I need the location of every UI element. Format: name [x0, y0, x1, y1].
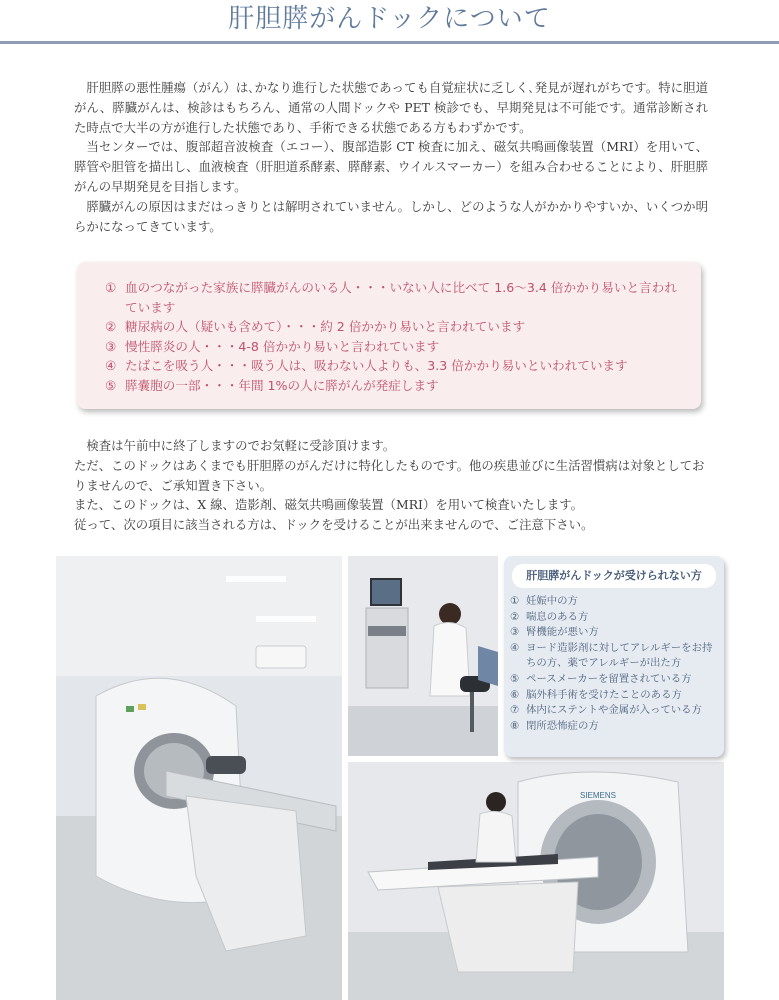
page-title: 肝胆膵がんドックについて [228, 4, 551, 34]
exclusion-text: ヨード造影剤に対してアレルギーをお持ちの方、薬でアレルギーが出た方 [526, 641, 713, 670]
note-line: 検査は午前中に終了しますのでお気軽に受診頂けます。 [86, 438, 396, 453]
note-line: 従って、次の項目に該当される方は、ドックを受けることが出来ませんので、ご注意下さい。 [74, 517, 594, 533]
risk-item [105, 376, 681, 396]
exclusion-number: ⑧ [510, 719, 520, 732]
exclusion-item [510, 594, 722, 610]
risk-number: ⑤ [105, 377, 117, 393]
intro-paragraph: 膵臓がんの原因はまだはっきりとは解明されていません。しかし、どのような人がかかりやすいか、いくつか明らかになってきています。 [74, 198, 708, 234]
risk-item [105, 317, 681, 337]
ultrasound-photo [348, 556, 498, 756]
exclusion-item [510, 625, 722, 641]
exclusion-title: 肝胆膵がんドックが受けられない方 [512, 564, 716, 588]
exclusion-number: ⑦ [510, 704, 520, 717]
risk-text: たばこを吸う人・・・吸う人は、吸わない人よりも、3.3 倍かかり易いといわれています [125, 358, 628, 374]
risk-text: 血のつながった家族に膵臓がんのいる人・・・いない人に比べて 1.6～3.4 倍かかり易いと言われています [125, 280, 677, 315]
exclusion-text: 閉所恐怖症の方 [526, 719, 599, 732]
exclusion-item [510, 610, 722, 626]
intro-text [74, 78, 708, 236]
risk-text: 慢性膵炎の人・・・4-8 倍かかり易いと言われています [125, 338, 440, 354]
title-divider [0, 41, 779, 44]
risk-number: ② [105, 319, 117, 335]
exclusion-number: ③ [510, 626, 520, 639]
exclusion-item [510, 688, 722, 704]
exclusion-text: ペースメーカーを留置されている方 [526, 672, 692, 685]
exclusion-item [510, 719, 722, 735]
mri-photo [348, 762, 724, 1000]
risk-text: 膵嚢胞の一部・・・年間 1%の人に膵がんが発症します [125, 377, 439, 393]
exclusion-criteria-box [504, 556, 724, 757]
exclusion-text: 妊娠中の方 [526, 595, 578, 607]
risk-number: ④ [105, 358, 117, 374]
exclusion-number: ④ [510, 641, 520, 654]
exclusion-number: ⑥ [510, 688, 520, 701]
risk-item [105, 337, 681, 357]
exclusion-text: 体内にステントや金属が入っている方 [526, 704, 702, 717]
exclusion-item [510, 672, 722, 688]
exclusion-text: 腎機能が悪い方 [526, 626, 599, 639]
note-line: また、このドックは、X 線、造影剤、磁気共鳴画像装置（MRI）を用いて検査いたします。 [74, 497, 584, 513]
risk-text: 糖尿病の人（疑いも含めて）・・・約 2 倍かかり易いと言われています [125, 319, 526, 335]
exclusion-item [510, 703, 722, 719]
notes-text [74, 436, 714, 535]
exclusion-item [510, 641, 722, 672]
risk-number: ① [105, 280, 117, 295]
mri-brand-label: SIEMENS [580, 791, 617, 800]
ct-scanner-photo [56, 556, 342, 1000]
risk-item [105, 278, 681, 317]
risk-item [105, 356, 681, 376]
exclusion-text: 脳外科手術を受けたことのある方 [526, 688, 682, 701]
risk-number: ③ [105, 338, 117, 354]
intro-paragraph: 当センターでは、腹部超音波検査（エコー）、腹部造影 CT 検査に加え、磁気共鳴画像装置（MRI）を用いて、膵管や胆管を描出し、血液検査（肝胆道系酵素、膵酵素、ウイルスマーカー）を組み合わせることにより、肝胆膵がんの早期発見を目指します。 [74, 139, 708, 194]
exclusion-number: ② [510, 610, 520, 623]
exclusion-number: ① [510, 595, 520, 607]
risk-factors-box [77, 262, 701, 409]
note-line: ただ、このドックはあくまでも肝胆膵のがんだけに特化したものです。他の疾患並びに生活習慣病は対象としておりませんので、ご承知置き下さい。 [74, 457, 705, 493]
exclusion-number: ⑤ [510, 672, 520, 685]
intro-paragraph: 肝胆膵の悪性腫瘍（がん）は､かなり進行した状態であっても自覚症状に乏しく､発見が遅れがちです。特に胆道がん、膵臓がんは、検診はもちろん、通常の人間ドックや PET 検診でも、早期発見は不可能です。通常診断された時点で大半の方が進行した状態であり、手術できる状態である方もわずかです。 [74, 80, 708, 135]
exclusion-text: 喘息のある方 [526, 610, 589, 623]
